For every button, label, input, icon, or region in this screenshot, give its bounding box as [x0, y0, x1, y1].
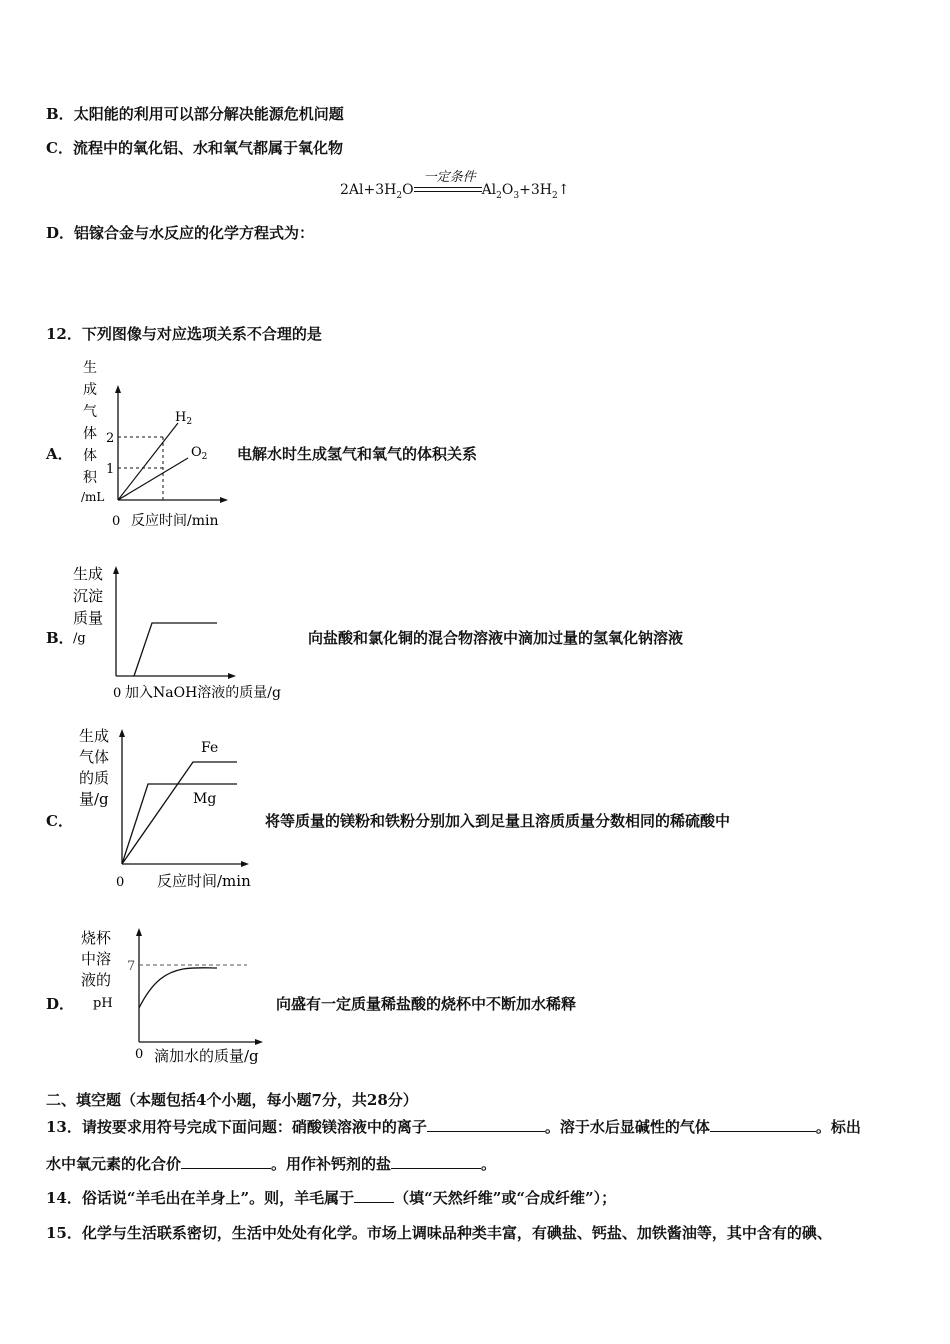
graph-b-x-arrow: [228, 673, 236, 679]
graph-a-h2-text: H: [175, 410, 187, 425]
q15: 15．化学与生活联系密切，生活中处处有化学。市场上调味品种类丰富，有碘盐、钙盐、加铁酱油等，其中含有的碘、: [46, 1224, 832, 1242]
section2-title: 二、填空题（本题包括4个小题，每小题7分，共28分）: [46, 1091, 418, 1109]
graph-a-h2-sub: 2: [186, 417, 193, 427]
graph-a-tick-2: 2: [106, 431, 115, 446]
eq-rhs2-sub: 2: [551, 190, 558, 201]
option-b: [46, 103, 344, 124]
q13-part2: 。溶于水后显碱性的气体: [544, 1118, 710, 1136]
graph-c-xlabel: 反应时间/min: [157, 872, 251, 890]
q13-blank-gas[interactable]: [710, 1117, 816, 1132]
q14: [46, 1187, 616, 1208]
graph-a-ylabel-1: 成: [83, 382, 97, 398]
graph-b-ylabel-1: 沉淀: [73, 587, 104, 605]
graph-b-line: [134, 623, 217, 676]
eq-rhs1-mid: O: [501, 182, 514, 198]
graph-a-ylabel-6: /mL: [81, 490, 105, 504]
option-b-text: 太阳能的利用可以部分解决能源危机问题: [73, 105, 344, 123]
q14-part1: 14．俗话说“羊毛出在羊身上”。则，羊毛属于: [46, 1189, 355, 1207]
graph-c-ylabel: [79, 727, 109, 808]
graph-c-origin: 0: [116, 875, 125, 890]
q13-blank-salt[interactable]: [391, 1154, 481, 1169]
q13-blank-valence[interactable]: [181, 1154, 271, 1169]
graph-a-origin: 0: [112, 514, 121, 529]
graph-d-ylabel-2: 液的: [81, 971, 112, 989]
graph-d-xlabel: 滴加水的质量/g: [154, 1047, 259, 1065]
graph-a-x-arrow: [220, 497, 228, 503]
q12-d-label: D．: [46, 995, 75, 1013]
graph-d-origin: 0: [135, 1047, 144, 1062]
graph-a-ylabel-2: 气: [83, 404, 97, 420]
graph-a-line-h2: [118, 423, 178, 500]
graph-a-h2-label: [175, 410, 192, 427]
q12-c-desc: 将等质量的镁粉和铁粉分别加入到足量且溶质质量分数相同的稀硫酸中: [265, 812, 731, 830]
q12-a-label: A．: [46, 445, 73, 463]
q12-b-desc: 向盐酸和氯化铜的混合物溶液中滴加过量的氢氧化钠溶液: [308, 629, 684, 647]
eq-rhs2: +3H: [519, 182, 552, 198]
option-c: [46, 137, 343, 158]
eq-lhs-sub: 2: [396, 190, 403, 201]
q13-line1: [46, 1116, 861, 1137]
eq-rhs1: Al: [481, 182, 497, 198]
graph-c: [75, 722, 265, 892]
graph-a-tick-1: 1: [106, 462, 115, 477]
graph-d-x-arrow: [255, 1039, 263, 1045]
graph-c-y-arrow: [119, 729, 125, 737]
graph-c-ylabel-0: 生成: [79, 727, 110, 745]
graph-a-ylabel-0: 生: [83, 360, 97, 376]
graph-d: [75, 922, 275, 1067]
q14-blank[interactable]: [354, 1188, 394, 1203]
graph-b-origin: 0: [113, 686, 122, 701]
option-c-text: 流程中的氧化铝、水和氧气都属于氧化物: [72, 139, 343, 157]
q12-d-desc: 向盛有一定质量稀盐酸的烧杯中不断加水稀释: [276, 995, 577, 1013]
chemical-equation: [340, 170, 570, 201]
graph-a-line-o2: [118, 458, 188, 500]
q13-blank-ions[interactable]: [427, 1117, 545, 1132]
graph-d-y-arrow: [136, 928, 142, 936]
graph-c-line-mg: [122, 784, 237, 864]
q12-b-label: B．: [46, 629, 74, 647]
graph-a-o2-text: O: [191, 445, 202, 460]
graph-c-fe-label: Fe: [201, 740, 219, 756]
graph-a-o2-label: [191, 445, 207, 462]
graph-b-ylabel-0: 生成: [73, 565, 104, 583]
graph-a-ylabel: [81, 359, 104, 504]
graph-b-ylabel-2: 质量: [73, 609, 104, 627]
q13-part6: 。: [481, 1155, 497, 1173]
graph-a-xlabel: 反应时间/min: [131, 513, 219, 529]
graph-d-ylabel: [81, 929, 113, 1011]
graph-c-mg-label: Mg: [193, 791, 217, 807]
eq-condition: 一定条件: [423, 170, 476, 185]
eq-rhs1-sub: 2: [496, 190, 502, 201]
graph-b-y-arrow: [113, 566, 119, 574]
graph-c-x-arrow: [241, 861, 249, 867]
graph-d-tick-7: 7: [127, 959, 136, 974]
q13-part5: 。用作补钙剂的盐: [271, 1155, 392, 1173]
graph-a-o2-sub: 2: [201, 452, 208, 462]
eq-lhs-tail: O: [402, 182, 414, 198]
eq-up-arrow: ↑: [557, 182, 570, 198]
graph-d-ylabel-1: 中溶: [81, 950, 112, 968]
graph-d-curve: [139, 968, 217, 1008]
q12-c-label: C．: [46, 812, 73, 830]
option-d-text: 铝镓合金与水反应的化学方程式为：: [74, 224, 315, 242]
graph-b-ylabel: [73, 565, 103, 646]
graph-c-ylabel-3: 量/g: [79, 790, 109, 808]
graph-a-ylabel-4: 体: [83, 448, 97, 464]
q13-part4: 水中氧元素的化合价: [46, 1155, 182, 1173]
graph-d-ylabel-0: 烧杯: [81, 929, 112, 947]
q13-part3: 。标出: [815, 1118, 861, 1136]
option-c-label: C．: [46, 139, 73, 157]
graph-b-xlabel: 加入NaOH溶液的质量/g: [125, 685, 281, 701]
graph-c-ylabel-2: 的质: [79, 769, 110, 787]
graph-b: [70, 560, 310, 705]
option-b-label: B．: [46, 105, 74, 123]
q12-a-desc: 电解水时生成氢气和氧气的体积关系: [237, 445, 478, 463]
graph-b-ylabel-3: /g: [73, 631, 86, 646]
q13-line2: [46, 1153, 496, 1174]
q12-stem: 12．下列图像与对应选项关系不合理的是: [46, 325, 322, 343]
graph-a-y-arrow: [115, 385, 121, 393]
eq-arrow-double: [414, 170, 482, 197]
eq-rhs1-sub2: 3: [513, 190, 520, 201]
eq-lhs: 2Al+3H: [340, 182, 397, 198]
graph-a: [75, 355, 240, 535]
q14-part2: （填“天然纤维”或“合成纤维”）；: [394, 1189, 617, 1207]
graph-a-ylabel-3: 体: [83, 426, 97, 442]
q13-part1: 13．请按要求用符号完成下面问题：硝酸镁溶液中的离子: [46, 1118, 427, 1136]
option-d: [46, 222, 314, 243]
option-d-label: D．: [46, 224, 75, 242]
graph-c-ylabel-1: 气体: [79, 748, 110, 766]
graph-d-ylabel-3: pH: [93, 996, 113, 1011]
graph-a-ylabel-5: 积: [83, 470, 97, 486]
